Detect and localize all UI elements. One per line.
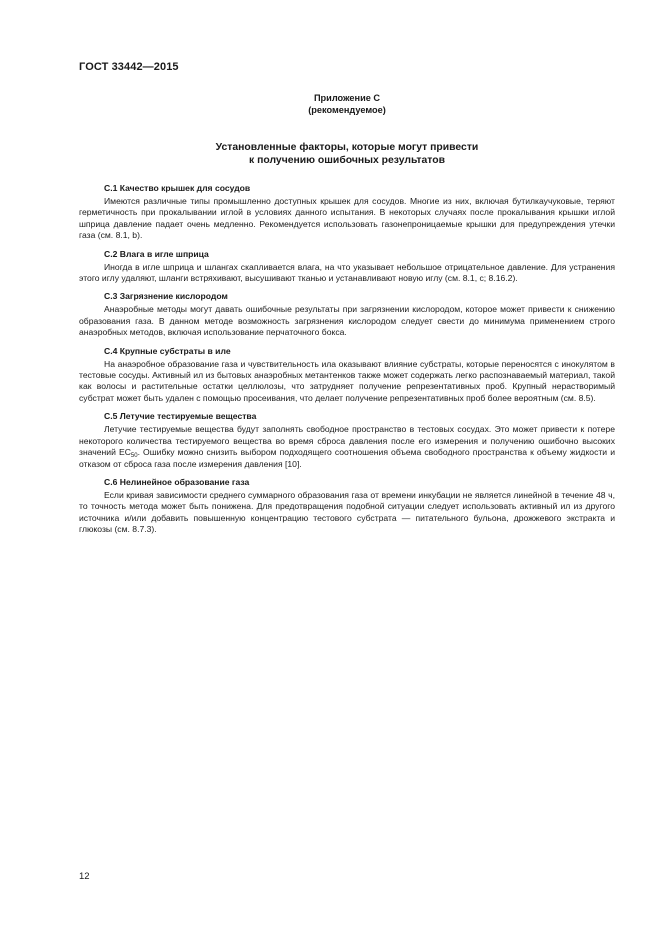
section-paragraph: На анаэробное образование газа и чувствительность ила оказывают влияние субстраты, которые переносятся с инокулятом в тестовые сосуды. Активный ил из бытовых анаэробных метантенков также может содержать легко распознаваемый материал, такой как волосы и растительные остатки целлюлозы, что затрудняет получение репрезентативных проб. Крупный нерастворимый субстрат может быть удален с помощью просеивания, что делает получение репрезентативных проб более вероятным (см. 8.5). xyxy=(79,358,615,403)
section-paragraph: Иногда в игле шприца и шлангах скапливается влага, на что указывает небольшое отрицательное давление. Для устранения этого иглу удаляют, шланги встряхивают, высушивают тканью и устанавливают новую иглу (см. 8.1, с; 8.16.2). xyxy=(79,261,615,284)
section-heading: С.6 Нелинейное образование газа xyxy=(104,476,250,487)
section-heading: С.5 Летучие тестируемые вещества xyxy=(104,411,257,422)
section-c4 xyxy=(79,345,615,405)
page-title xyxy=(0,141,661,167)
appendix-heading xyxy=(0,92,661,116)
paragraph-text: . Ошибку можно снизить выбором подходящего соотношения объема свободного пространства к объему жидкости и отказом от сброса газа после измерения давления [10]. xyxy=(79,447,615,469)
section-c2 xyxy=(79,248,615,285)
section-c1 xyxy=(79,182,615,242)
document-code: ГОСТ 33442—2015 xyxy=(79,61,179,73)
section-c3 xyxy=(79,290,615,338)
appendix-label: Приложение С xyxy=(313,93,381,103)
section-paragraph: Если кривая зависимости среднего суммарного образования газа от времени инкубации не является линейной в течение 48 ч, то точность метода может быть понижена. Для предотвращения подобной ситуации следует использовать активный ил из другого источника и/или добавить повышенную концентрацию тестового субстрата — питательного бульона, дрожжевого экстракта и глюкозы (см. 8.7.3). xyxy=(79,489,615,535)
document-body xyxy=(79,182,615,542)
section-paragraph: Анаэробные методы могут давать ошибочные результаты при загрязнении кислородом, которое может привести к снижению образования газа. В данном методе возможность загрязнения кислородом следует свести до минимума применением строго анаэробных методов, включая использование перчаточного бокса. xyxy=(79,304,615,338)
section-heading: С.1 Качество крышек для сосудов xyxy=(104,183,251,193)
subscript: 50 xyxy=(130,453,138,460)
section-c6 xyxy=(79,476,615,536)
section-heading: С.4 Крупные субстраты в иле xyxy=(104,345,231,356)
title-line-2: к получению ошибочных результатов xyxy=(249,155,445,166)
section-c5 xyxy=(79,410,615,470)
paragraph-text: Летучие тестируемые вещества будут заполнять свободное пространство в тестовых сосудах. Это может привести к потере некоторого количества тестируемого вещества во время сброса давления после его измерения и получению ошибочно высоких значений ЕС xyxy=(79,424,615,458)
section-paragraph xyxy=(79,424,615,470)
title-line-1: Установленные факторы, которые могут привести xyxy=(215,142,479,153)
section-heading: С.3 Загрязнение кислородом xyxy=(104,291,228,302)
appendix-status: (рекомендуемое) xyxy=(308,105,386,115)
section-paragraph: Имеются различные типы промышленно доступных крышек для сосудов. Многие из них, включая бутилкаучуковые, теряют герметичность при прокалывании иглой в условиях данного испытания. В некоторых случаях после прокалывания крышки иглой шприца давление падает очень медленно. Рекомендуется использовать газонепроницаемые крышки для предупреждения утечки газа (см. 8.1, b). xyxy=(79,196,615,241)
section-heading: С.2 Влага в игле шприца xyxy=(104,248,209,259)
page-number: 12 xyxy=(79,871,90,882)
